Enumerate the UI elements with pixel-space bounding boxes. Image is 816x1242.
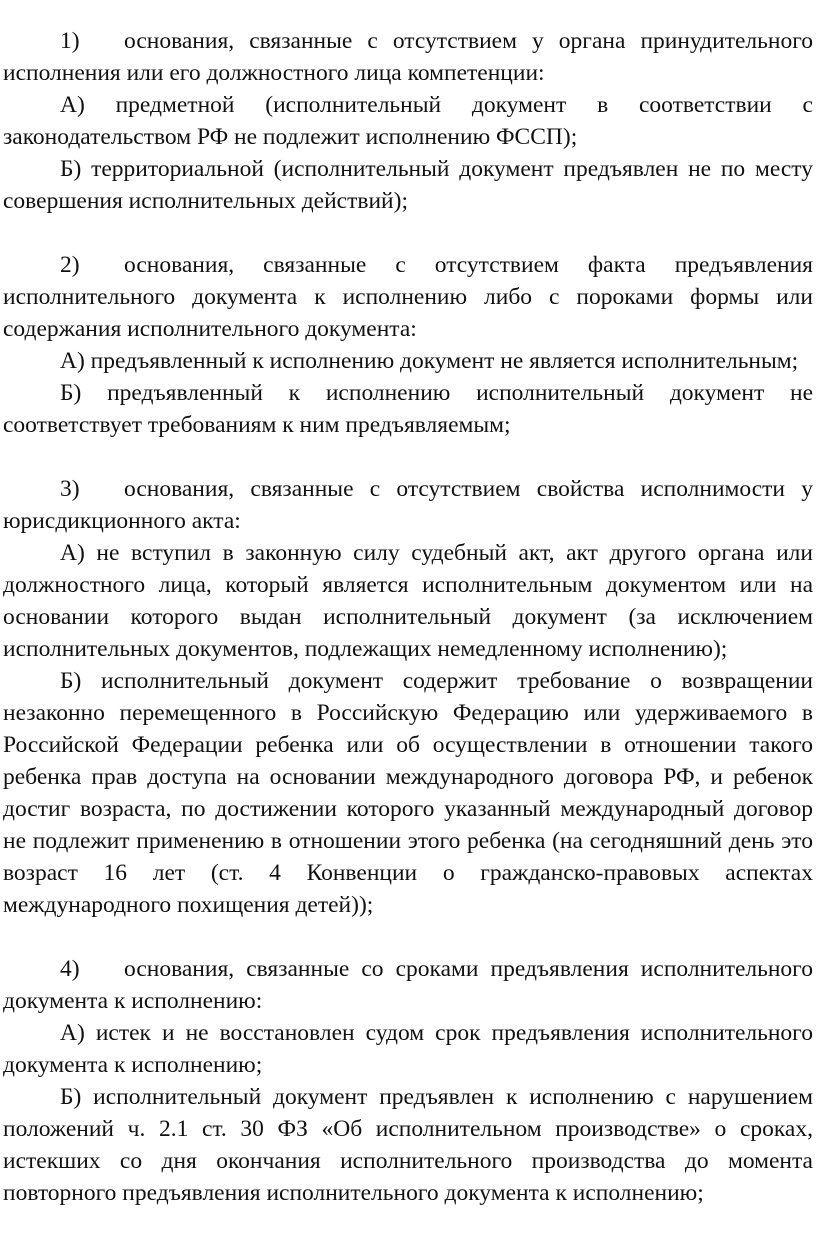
section-number: 3) [60, 476, 80, 502]
section-heading [3, 249, 813, 345]
section-item: Б) предъявленный к исполнению исполнительный документ не соответствует требованиям к ним предъявляемым; [3, 380, 813, 438]
section-item: А) истек и не восстановлен судом срок предъявления исполнительного документа к исполнению; [3, 1020, 813, 1078]
section-heading-text: основания, связанные с отсутствием факта предъявления исполнительного документа к исполнению либо с пороками формы или содержания исполнительного документа: [3, 252, 813, 342]
section-2 [3, 249, 813, 441]
section-item: Б) территориальной (исполнительный документ предъявлен не по месту совершения исполнительных действий); [3, 156, 813, 214]
section-3 [3, 473, 813, 921]
section-spacer [3, 441, 813, 473]
section-heading [3, 953, 813, 1017]
section-spacer [3, 217, 813, 249]
section-item: Б) исполнительный документ предъявлен к исполнению с нарушением положений ч. 2.1 ст. 30 ФЗ «Об исполнительном производстве» о сроках, истекших со дня окончания исполнительного производства до момента повторного предъявления исполнительного документа к исполнению; [3, 1084, 813, 1206]
section-item: А) предъявленный к исполнению документ не является исполнительным; [60, 348, 799, 374]
section-1 [3, 25, 813, 217]
document-page [3, 25, 813, 1209]
section-heading [3, 25, 813, 89]
section-item: А) не вступил в законную силу судебный акт, акт другого органа или должностного лица, который является исполнительным документом или на основании которого выдан исполнительный документ (за исключением исполнительных документов, подлежащих немедленному исполнению); [3, 540, 813, 662]
section-heading [3, 473, 813, 537]
section-number: 2) [60, 252, 80, 278]
section-item: Б) исполнительный документ содержит требование о возвращении незаконно перемещенного в Российскую Федерацию или удерживаемого в Российской Федерации ребенка или об осуществлении в отношении такого ребенка прав доступа на основании международного договора РФ, и ребенок достиг возраста, по достижении которого указанный международный договор не подлежит применению в отношении этого ребенка (на сегодняшний день это возраст 16 лет (ст. 4 Конвенции о гражданско-правовых аспектах международного похищения детей)); [3, 668, 813, 918]
section-number: 1) [60, 28, 80, 54]
section-spacer [3, 921, 813, 953]
section-item: А) предметной (исполнительный документ в соответствии с законодательством РФ не подлежит исполнению ФССП); [3, 92, 813, 150]
section-4 [3, 953, 813, 1209]
section-heading-text: основания, связанные с отсутствием у органа принудительного исполнения или его должностного лица компетенции: [3, 28, 813, 86]
section-heading-text: основания, связанные с отсутствием свойства исполнимости у юрисдикционного акта: [3, 476, 813, 534]
section-number: 4) [60, 956, 80, 982]
section-heading-text: основания, связанные со сроками предъявления исполнительного документа к исполнению: [3, 956, 813, 1014]
